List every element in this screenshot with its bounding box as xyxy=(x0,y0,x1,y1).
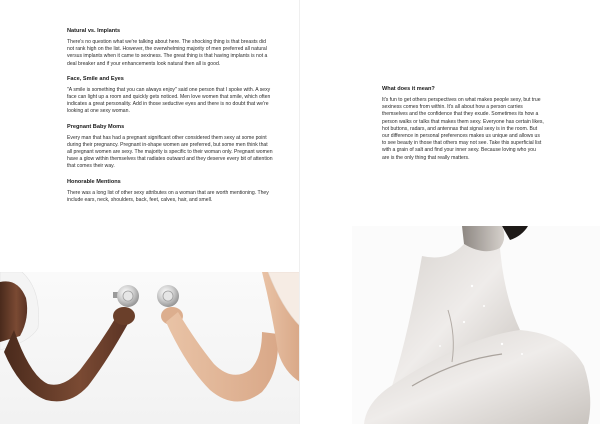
section-heading: Pregnant Baby Moms xyxy=(67,123,125,130)
right-text-column xyxy=(382,86,544,170)
section-body: Every man that has had a pregnant significant other considered them sexy at some point during their pregnancy. Pregnant in-shape women are preferred, but some men think that all pregnant women are sexy. The majority is specific to their woman only. Pregnant women have a glow within themselves that radiates outward and they deserve every bit of attention that comes their way. xyxy=(67,134,273,170)
section-body: There was a long list of other sexy attributes on a woman that are worth mentioning. They include ears, neck, shoulders, back, feet, calves, hair, and smell. xyxy=(67,189,269,203)
section-heading: What does it mean? xyxy=(382,86,435,92)
section-body: It's fun to get others perspectives on what makes people sexy, but true sexiness comes from within. It's all about how a person carries themselves and the confidence that they exude. Sometimes its how a person walks or talks that makes them sexy. Everyone has certain likes, hot buttons, radars, and antennas that signal sexy is in the room. But our difference in personal preferences makes us unique and allows us to see beauty in those that others may not see. Take this superficial list with a grain of salt and find your inner sexy. Because loving who you are is the only thing that really matters. xyxy=(382,97,544,161)
section-body: "A smile is something that you can always enjoy" said one person that I spoke with. A sexy face can light up a room and quickly gets noticed. Men love women that smile, which often indicates a great personality. Add in those seductive eyes and there is no doubt that we're looking at one sexy woman. xyxy=(67,86,271,115)
arms-dumbbell-photo xyxy=(0,272,300,424)
neck-shoulder-photo xyxy=(352,226,600,424)
section-body: There's no question what we're talking about here. The shocking thing is that breasts did not rank high on the list. However, the overwhelming majority of men preferred all natural versus implants when it came to sexiness. The great thing is that having implants is not a deal breaker and if your enhancements look natural then all is good. xyxy=(67,39,268,67)
section-heading: Honorable Mentions xyxy=(67,178,121,185)
section-heading: Natural vs. Implants xyxy=(67,28,121,34)
section-heading: Face, Smile and Eyes xyxy=(67,75,124,82)
left-text-column xyxy=(67,28,273,212)
